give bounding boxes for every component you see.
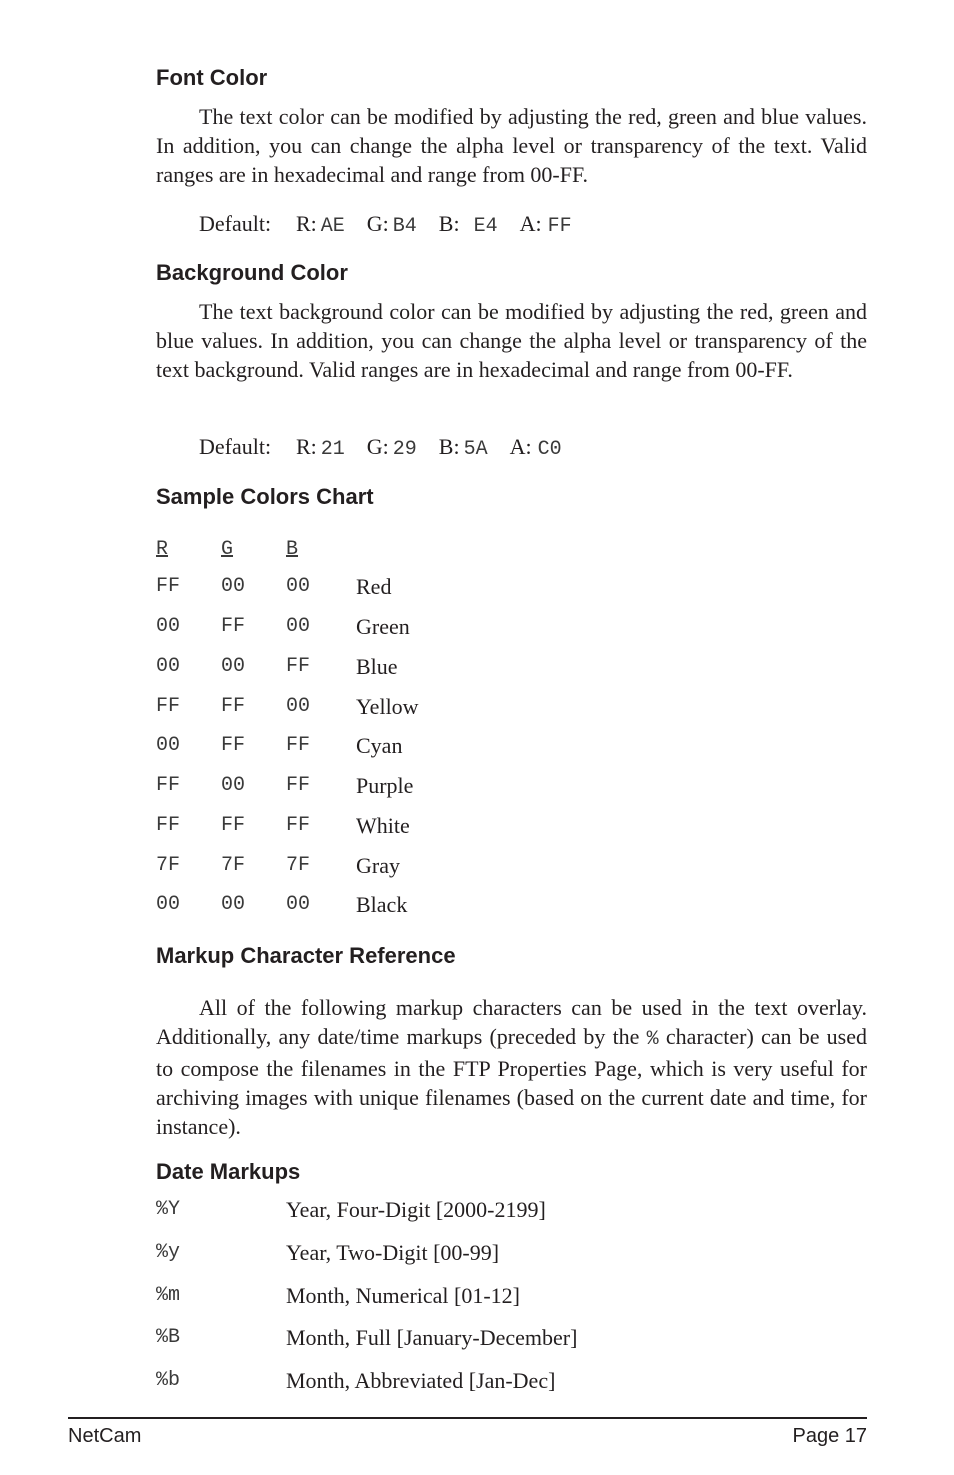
a-value: FF [547,215,572,238]
markup-row [156,1195,867,1225]
r-cell: FF [156,814,181,837]
paragraph-text: character) can be used to compose the filenames in the FTP Properties Page, which is very useful for archiving images with unique filenames (based on the current date and time, for instance). [156,1024,867,1139]
markup-code: %m [156,1284,181,1307]
footer-product-name: NetCam [68,1425,142,1447]
g-label: G: [366,211,389,236]
r-cell: 7F [156,854,181,877]
a-value: C0 [537,438,562,461]
r-cell: FF [156,695,181,718]
r-value: AE [320,215,345,238]
header-b: B [286,538,299,561]
color-name: Blue [356,654,398,679]
markup-code: %b [156,1369,181,1392]
section-heading-date-markups: Date Markups [156,1159,301,1184]
markup-code: %B [156,1326,181,1349]
color-name: White [356,813,410,838]
markup-reference-paragraph [156,993,867,1141]
color-name: Green [356,614,410,639]
markup-code: %Y [156,1198,181,1221]
b-cell: FF [286,655,311,678]
r-cell: 00 [156,655,181,678]
r-label: R: [296,434,317,459]
markup-row [156,1366,867,1396]
b-cell: 7F [286,854,311,877]
section-heading-font-color: Font Color [156,65,268,90]
r-cell: FF [156,575,181,598]
markup-description: Month, Numerical [01-12] [286,1283,520,1308]
g-cell: 00 [221,774,246,797]
background-color-default-row [199,432,562,465]
b-cell: 00 [286,695,311,718]
default-label: Default: [199,434,272,459]
b-value: 5A [463,438,488,461]
g-label: G: [366,434,389,459]
background-color-paragraph: The text background color can be modified by adjusting the red, green and blue values. In addition, you can change the alpha level or transparency of the text background. Valid ranges are in hexadecimal and range from 00-FF. [156,299,867,382]
b-cell: 00 [286,893,311,916]
g-cell: 00 [221,575,246,598]
b-cell: 00 [286,575,311,598]
default-label: Default: [199,211,272,236]
markup-description: Year, Two-Digit [00-99] [286,1240,500,1265]
percent-symbol: % [646,1028,659,1051]
font-color-default-row [199,209,572,242]
b-cell: FF [286,734,311,757]
markup-description: Year, Four-Digit [2000-2199] [286,1197,546,1222]
color-name: Cyan [356,733,403,758]
g-value: B4 [392,215,417,238]
r-cell: 00 [156,893,181,916]
markup-row [156,1281,867,1311]
g-value: 29 [392,438,417,461]
color-name: Yellow [356,694,419,719]
g-cell: FF [221,814,246,837]
footer-page-number: Page 17 [792,1425,867,1447]
markup-row [156,1238,867,1268]
r-cell: 00 [156,615,181,638]
header-g: G [221,538,234,561]
r-cell: FF [156,774,181,797]
r-cell: 00 [156,734,181,757]
color-name: Purple [356,773,414,798]
section-heading-background-color: Background Color [156,260,348,285]
b-value: E4 [473,215,498,238]
g-cell: 00 [221,655,246,678]
g-cell: FF [221,615,246,638]
section-heading-sample-colors: Sample Colors Chart [156,484,374,509]
b-cell: FF [286,814,311,837]
color-name: Gray [356,853,400,878]
r-value: 21 [320,438,345,461]
a-label: A: [519,211,542,236]
header-r: R [156,538,169,561]
footer-divider [68,1417,867,1419]
g-cell: FF [221,734,246,757]
b-label: B: [438,211,460,236]
b-cell: 00 [286,615,311,638]
color-name: Black [356,892,408,917]
color-name: Red [356,574,392,599]
paragraph-text: All of the following markup characters can be used in the text overlay. Additionally, any date/time markups (preceded by the [156,995,867,1049]
font-color-paragraph: The text color can be modified by adjusting the red, green and blue values. In addition, you can change the alpha level or transparency of the text. Valid ranges are in hexadecimal and range from 00-FF. [156,104,867,187]
g-cell: 00 [221,893,246,916]
b-cell: FF [286,774,311,797]
section-heading-markup-reference: Markup Character Reference [156,943,456,968]
markup-description: Month, Full [January-December] [286,1325,578,1350]
markup-description: Month, Abbreviated [Jan-Dec] [286,1368,556,1393]
b-label: B: [438,434,460,459]
markup-row [156,1323,867,1353]
markup-code: %y [156,1241,181,1264]
g-cell: 7F [221,854,246,877]
a-label: A: [509,434,532,459]
g-cell: FF [221,695,246,718]
r-label: R: [296,211,317,236]
